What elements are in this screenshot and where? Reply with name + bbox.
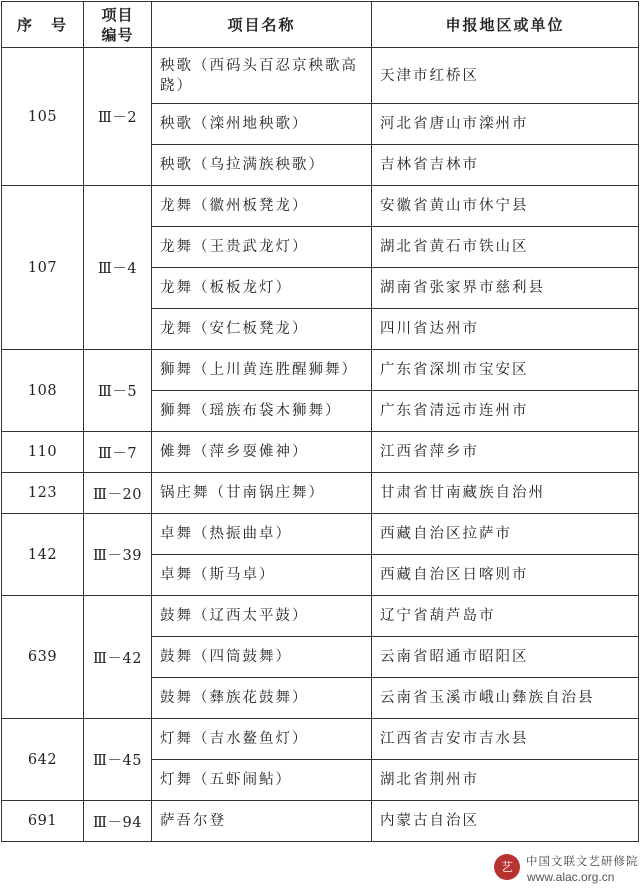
region-cell: 江西省萍乡市: [372, 432, 639, 473]
table-row: [2, 596, 639, 637]
seq-cell: 642: [2, 719, 84, 801]
table-row: [2, 801, 639, 842]
project-name-cell: 龙舞（王贵武龙灯）: [152, 227, 372, 268]
header-code-label: 项目 编号: [101, 5, 134, 44]
project-name-cell: 卓舞（斯马卓）: [152, 555, 372, 596]
table-row: [2, 350, 639, 391]
region-cell: 天津市红桥区: [372, 48, 639, 104]
region-cell: 云南省昭通市昭阳区: [372, 637, 639, 678]
header-row: [2, 2, 639, 48]
header-name: 项目名称: [152, 2, 372, 48]
project-name-cell: 龙舞（板板龙灯）: [152, 268, 372, 309]
header-code: [84, 2, 152, 48]
seq-cell: 123: [2, 473, 84, 514]
project-name-cell: 灯舞（吉水鳌鱼灯）: [152, 719, 372, 760]
region-cell: 河北省唐山市滦州市: [372, 104, 639, 145]
region-cell: 江西省吉安市吉水县: [372, 719, 639, 760]
region-cell: 湖北省黄石市铁山区: [372, 227, 639, 268]
code-cell: Ⅲ－39: [84, 514, 152, 596]
project-name-cell: 秧歌（乌拉满族秧歌）: [152, 145, 372, 186]
header-region: 申报地区或单位: [372, 2, 639, 48]
project-name-cell: 龙舞（徽州板凳龙）: [152, 186, 372, 227]
region-cell: 西藏自治区日喀则市: [372, 555, 639, 596]
project-name-cell: 狮舞（上川黄连胜醒狮舞）: [152, 350, 372, 391]
watermark: [490, 850, 640, 888]
seq-cell: 105: [2, 48, 84, 186]
region-cell: 吉林省吉林市: [372, 145, 639, 186]
code-cell: Ⅲ－20: [84, 473, 152, 514]
region-cell: 湖南省张家界市慈利县: [372, 268, 639, 309]
region-cell: 内蒙古自治区: [372, 801, 639, 842]
seq-cell: 110: [2, 432, 84, 473]
region-cell: 广东省清远市连州市: [372, 391, 639, 432]
project-name-cell: 萨吾尔登: [152, 801, 372, 842]
code-cell: Ⅲ－42: [84, 596, 152, 719]
project-name-cell: 龙舞（安仁板凳龙）: [152, 309, 372, 350]
region-cell: 湖北省荆州市: [372, 760, 639, 801]
project-name-cell: 锅庄舞（甘南锅庄舞）: [152, 473, 372, 514]
code-cell: Ⅲ－5: [84, 350, 152, 432]
region-cell: 甘肃省甘南藏族自治州: [372, 473, 639, 514]
code-cell: Ⅲ－7: [84, 432, 152, 473]
region-cell: 西藏自治区拉萨市: [372, 514, 639, 555]
table-row: [2, 48, 639, 104]
region-cell: 四川省达州市: [372, 309, 639, 350]
project-name-cell: 鼓舞（四筒鼓舞）: [152, 637, 372, 678]
table-row: [2, 514, 639, 555]
table-row: [2, 432, 639, 473]
watermark-url: www.alac.org.cn: [527, 870, 615, 884]
project-name-cell: 灯舞（五虾闹鲇）: [152, 760, 372, 801]
seq-cell: 639: [2, 596, 84, 719]
seq-cell: 142: [2, 514, 84, 596]
seq-cell: 691: [2, 801, 84, 842]
region-cell: 辽宁省葫芦岛市: [372, 596, 639, 637]
header-seq: 序 号: [2, 2, 84, 48]
seq-cell: 107: [2, 186, 84, 350]
project-name-cell: 鼓舞（彝族花鼓舞）: [152, 678, 372, 719]
project-name-cell: 鼓舞（辽西太平鼓）: [152, 596, 372, 637]
code-cell: Ⅲ－94: [84, 801, 152, 842]
table-row: [2, 473, 639, 514]
code-cell: Ⅲ－4: [84, 186, 152, 350]
region-cell: 安徽省黄山市休宁县: [372, 186, 639, 227]
project-name-cell: 卓舞（热振曲卓）: [152, 514, 372, 555]
project-name-cell: 秧歌（西码头百忍京秧歌高跷）: [152, 48, 372, 104]
project-name-cell: 秧歌（滦州地秧歌）: [152, 104, 372, 145]
region-cell: 广东省深圳市宝安区: [372, 350, 639, 391]
project-name-cell: 傩舞（萍乡耍傩神）: [152, 432, 372, 473]
code-cell: Ⅲ－45: [84, 719, 152, 801]
seal-logo: 艺: [494, 854, 520, 880]
watermark-name: 中国文联文艺研修院: [526, 854, 639, 868]
seq-cell: 108: [2, 350, 84, 432]
project-name-cell: 狮舞（瑶族布袋木狮舞）: [152, 391, 372, 432]
code-cell: Ⅲ－2: [84, 48, 152, 186]
table-row: [2, 719, 639, 760]
region-cell: 云南省玉溪市峨山彝族自治县: [372, 678, 639, 719]
table-row: [2, 186, 639, 227]
heritage-table: [1, 1, 639, 842]
